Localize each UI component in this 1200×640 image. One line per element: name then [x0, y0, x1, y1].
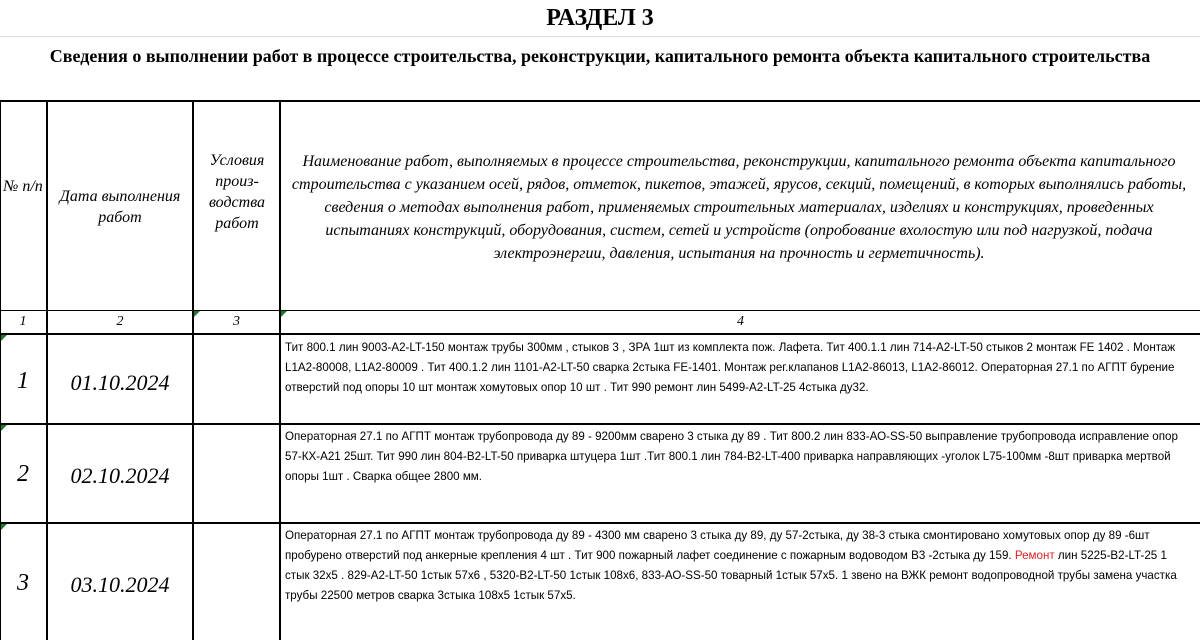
row-description: Операторная 27.1 по АГПТ монтаж трубопровода ду 89 - 9200мм сварено 3 стыка ду 89 . Тит 800.2 лин 833-АО-SS-50 выправление трубопровода исправление опор 57-КХ-А21 25шт. Тит 990 лин 804-В2-LT-50 приварка штуцера 1шт .Тит 800.1 лин 784-В2-LT-400 приварка направляющих -уголок L75-100мм -8шт приварка мертвой опоры 1шт . Сварка общее 2800 мм.	[285, 430, 1178, 483]
repair-highlight: Ремонт	[1014, 549, 1055, 562]
comment-marker	[281, 311, 287, 317]
header-conditions: Условия произ-водства работ	[208, 152, 266, 232]
row-date: 01.10.2024	[70, 370, 170, 395]
column-number-4: 4	[737, 314, 744, 329]
comment-marker	[1, 425, 7, 431]
comment-marker	[1, 335, 7, 341]
row-date: 03.10.2024	[70, 572, 170, 597]
header-description: Наименование работ, выполняемых в процессе строительства, реконструкции, капитального ремонта объекта капитального строительства с указанием осей, рядов, отметок, пикетов, этажей, ярусов, секций, помещений, в которых выполнялись работы, сведения о методах выполнения работ, применяемых строительных материалах, изделиях и конструкциях, проведенных испытаниях конструкций, оборудования, систем, сетей и устройств (опробование вхолостую или под нагрузкой, подача электроэнергии, давления, испытания на прочность и герметичность).	[291, 153, 1187, 262]
section-title: РАЗДЕЛ 3	[0, 0, 1200, 37]
row-number: 3	[17, 570, 29, 596]
col-border-2	[192, 100, 194, 640]
section-subtitle: Сведения о выполнении работ в процессе строительства, реконструкции, капитального ремонта объекта капитального строительства	[49, 46, 1151, 66]
comment-marker	[194, 311, 200, 317]
comment-marker	[1, 524, 7, 530]
header-num: № п/п	[3, 178, 43, 195]
row-date: 02.10.2024	[70, 463, 170, 488]
row-description	[285, 526, 1190, 606]
column-number-2: 2	[116, 314, 124, 329]
column-number-3: 3	[233, 314, 240, 329]
col-border-3	[279, 100, 281, 640]
numbers-row-border	[0, 333, 1200, 335]
table-top-border	[0, 100, 1200, 102]
column-number-1: 1	[19, 314, 27, 329]
row-text-part: лин 5225-В2-LT-25 1 стык 32х5 . 829-А2-LT-50 1стык 57х6 , 5320-В2-LT-50 1стык 108х6, 833-АО-SS-50 товарный 1стык 57х5. 1 звено на ВЖК ремонт водопроводной трубы замена участка трубы 22500 метров сварка 3стыка 108х5 1стык 57х5.	[285, 549, 1177, 602]
row-number: 2	[17, 461, 29, 487]
row-description: Тит 800.1 лин 9003-А2-LT-150 монтаж трубы 300мм , стыков 3 , ЗРА 1шт из комплекта пож. Лафета. Тит 400.1.1 лин 714-А2-LT-50 стыков 2 монтаж FE 1402 . Монтаж L1A2-80008, L1A2-80009 . Тит 400.1.2 лин 1101-А2-LT-50 сварка 2стыка FE-1401. Монтаж рег.клапанов L1A2-86013, L1A2-86012. Операторная 27.1 по АГПТ бурение отверстий под опоры 10 шт монтаж хомутовых опор 10 шт . Тит 990 ремонт лин 5499-А2-LT-25 4стыка ду32.	[285, 341, 1176, 394]
row-1-border	[0, 423, 1200, 425]
row-2-border	[0, 522, 1200, 524]
row-number: 1	[17, 368, 29, 394]
row-text-part: Операторная 27.1 по АГПТ монтаж трубопровода ду 89 - 4300 мм сварено 3 стыка ду 89, ду 57-2стыка, ду 38-3 стыка смонтировано хомутовых опор ду 89 -6шт пробурено отверстий под анкерные крепления 4 шт . Тит 900 пожарный лафет соединение с пожарным водоводом В3 -2стыка ду 159.	[285, 529, 1150, 562]
header-date: Дата выполнения работ	[59, 188, 181, 226]
